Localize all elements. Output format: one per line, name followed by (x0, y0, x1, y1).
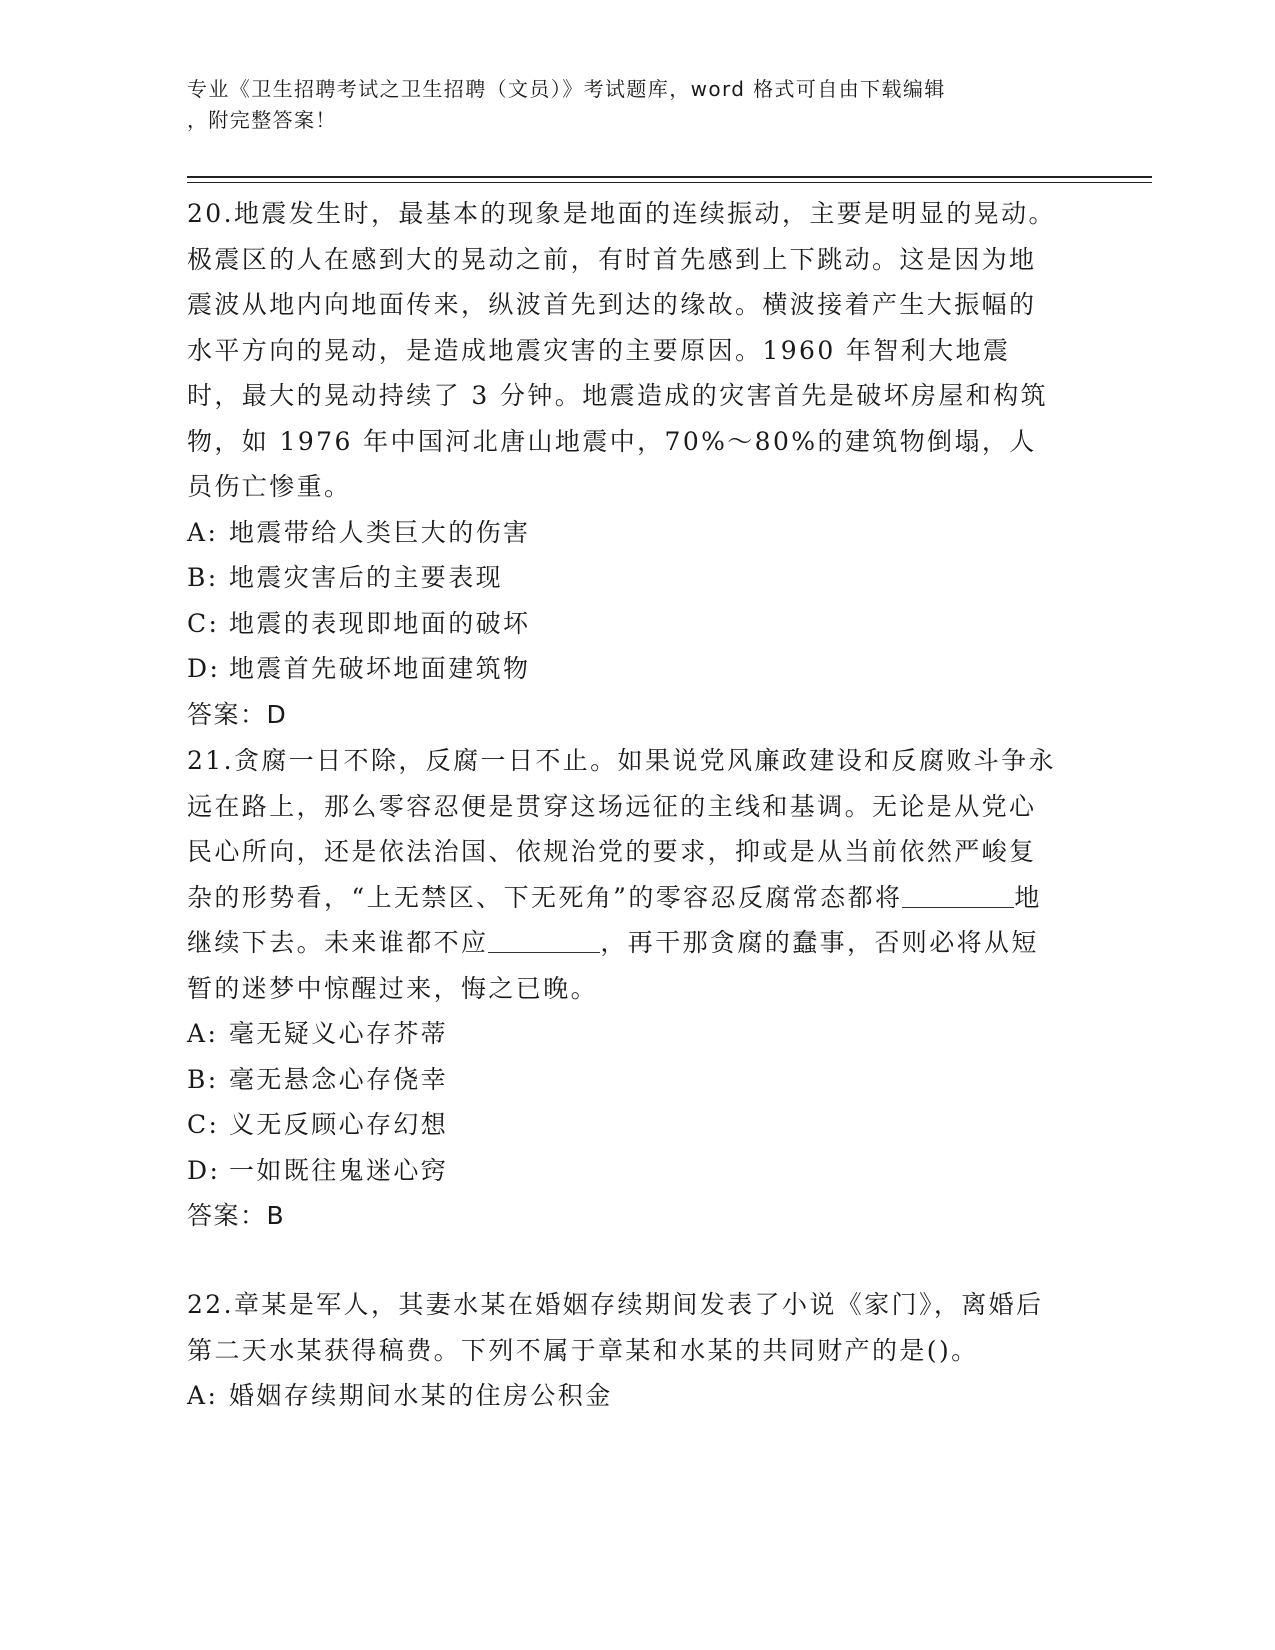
option-key: C: (187, 1110, 220, 1139)
option-text: 地震的表现即地面的破坏 (229, 608, 531, 638)
header-line-2: ，附完整答案！ (187, 108, 337, 132)
question-21 (187, 738, 1087, 1239)
option-text: 义无反顾心存幻想 (229, 1110, 449, 1139)
question-21-option-b (187, 1057, 1087, 1103)
question-21-option-d (187, 1148, 1087, 1194)
question-22 (187, 1282, 1087, 1419)
fill-in-blank-1 (902, 883, 1014, 908)
option-key: D: (187, 1155, 221, 1185)
question-21-answer: 答案：B (187, 1201, 286, 1230)
option-text: 地震首先破坏地面建筑物 (229, 654, 531, 683)
option-text: 地震带给人类巨大的伤害 (229, 517, 531, 547)
option-text: 婚姻存续期间水某的住房公积金 (229, 1381, 613, 1410)
option-key: A: (187, 1381, 219, 1410)
question-20 (187, 191, 1087, 737)
option-key: A: (187, 517, 219, 547)
question-20-option-d (187, 646, 1087, 692)
stem-text: 地继续下去。未来谁都不应 (187, 882, 1042, 957)
question-20-option-a (187, 510, 1087, 556)
document-header (187, 74, 1067, 136)
option-key: B: (187, 1064, 219, 1094)
option-text: 地震灾害后的主要表现 (229, 563, 504, 592)
option-key: B: (187, 563, 219, 592)
question-22-stem: 22.章某是军人，其妻水某在婚姻存续期间发表了小说《家门》，离婚后第二天水某获得稿费。下列不属于章某和水某的共同财产的是()。 (187, 1290, 1044, 1365)
question-21-stem (187, 738, 1062, 1011)
question-20-answer: 答案：D (187, 699, 288, 729)
option-key: A: (187, 1019, 219, 1048)
option-text: 毫无疑义心存芥蒂 (229, 1019, 449, 1048)
option-key: D: (187, 654, 221, 683)
option-text: 毫无悬念心存侥幸 (229, 1064, 449, 1094)
option-key: C: (187, 608, 220, 638)
question-20-stem: 20.地震发生时，最基本的现象是地面的连续振动，主要是明显的晃动。极震区的人在感到大的晃动之前，有时首先感到上下跳动。这是因为地震波从地内向地面传来，纵波首先到达的缘故。横波接着产生大振幅的水平方向的晃动，是造成地震灾害的主要原因。1960 年智利大地震时，最大的晃动持续了 3 分钟。地震造成的灾害首先是破坏房屋和构筑物，如 1976 年中国河北唐山地震中，70%～80%的建筑物倒塌，人员伤亡惨重。 (187, 199, 1056, 501)
fill-in-blank-2 (488, 928, 600, 953)
header-rule-thick (187, 176, 1152, 178)
question-20-option-b (187, 555, 1087, 601)
option-text: 一如既往鬼迷心窍 (229, 1155, 449, 1185)
header-line-1: 专业《卫生招聘考试之卫生招聘（文员）》考试题库，word 格式可自由下载编辑 (187, 77, 946, 101)
stem-text: 21.贪腐一日不除，反腐一日不止。如果说党风廉政建设和反腐败斗争永远在路上，那么零容忍便是贯穿这场远征的主线和基调。无论是从党心民心所向，还是依法治国、依规治党的要求，抑或是从当前依然严峻复杂的形势看，“上无禁区、下无死角”的零容忍反腐常态都将 (187, 746, 1056, 912)
stem-text: ，再干那贪腐的蠢事，否则必将从短暂的迷梦中惊醒过来，悔之已晚。 (187, 928, 1039, 1003)
question-20-option-c (187, 601, 1087, 647)
question-22-option-a (187, 1373, 1087, 1419)
header-rule-thin (187, 182, 1152, 183)
question-21-option-a (187, 1011, 1087, 1057)
question-21-option-c (187, 1102, 1087, 1148)
